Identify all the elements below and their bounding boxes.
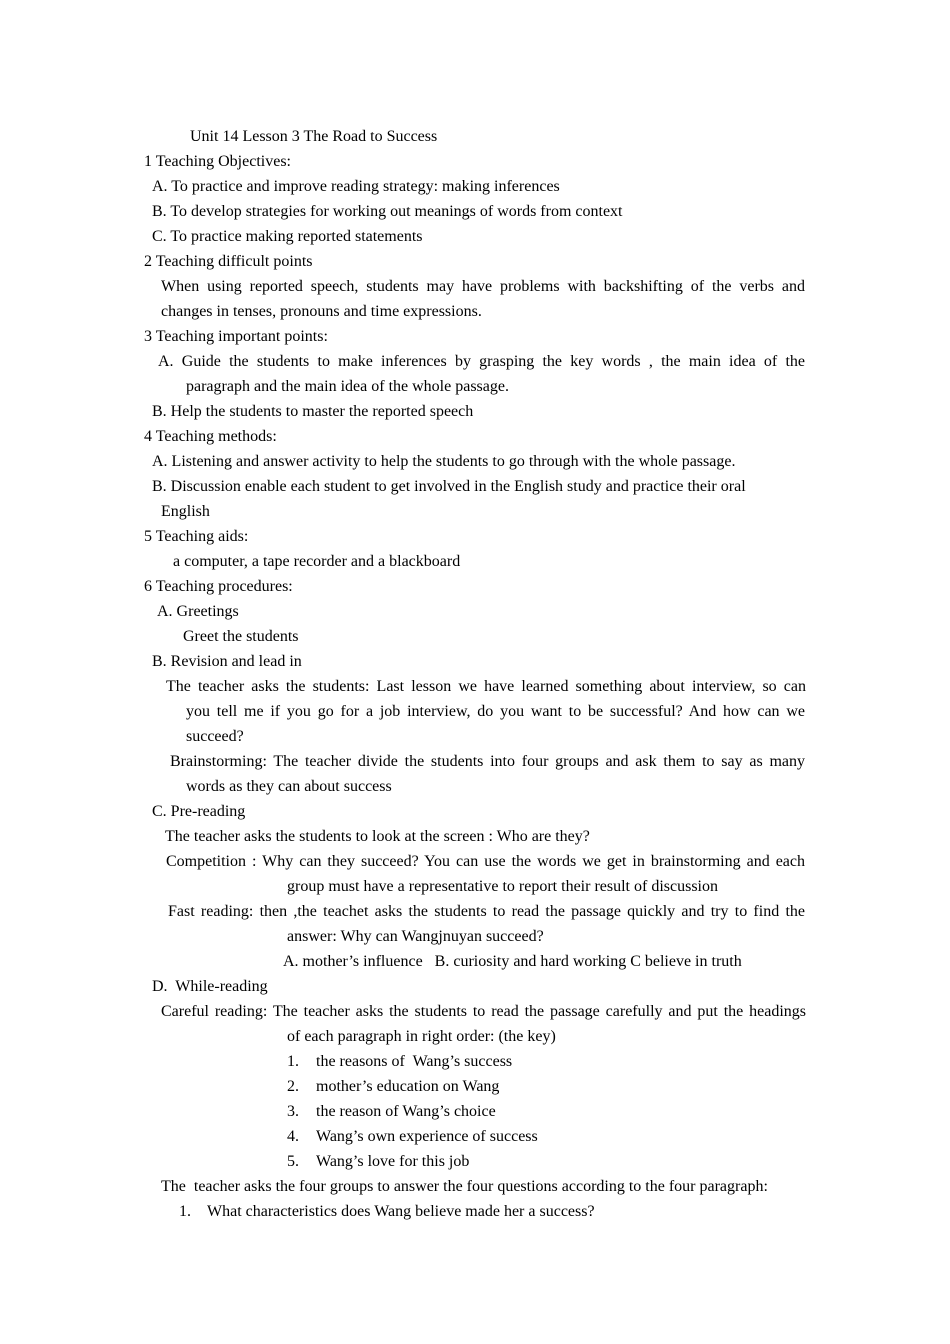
difficult-points-line-2: changes in tenses, pronouns and time expressions.: [161, 303, 482, 320]
fast-reading-line-1: Fast reading: then ,the teachet asks the students to read the passage quickly and try to find the: [168, 903, 805, 920]
teaching-aids-text: a computer, a tape recorder and a blackboard: [173, 553, 461, 570]
procedure-d-heading: D. While-reading: [152, 978, 268, 995]
section-heading-procedures: 6 Teaching procedures:: [144, 578, 293, 595]
procedure-b-text-line-3: succeed?: [186, 728, 244, 745]
list-item-number: 2.: [287, 1078, 299, 1095]
list-item-text: mother’s education on Wang: [316, 1078, 500, 1095]
list-item-text: the reasons of Wang’s success: [316, 1053, 513, 1070]
question-number: 1.: [179, 1203, 191, 1220]
careful-reading-line-2: of each paragraph in right order: (the key): [287, 1028, 556, 1045]
question-text: What characteristics does Wang believe made her a success?: [207, 1203, 595, 1220]
fast-reading-options: A. mother’s influence B. curiosity and hard working C believe in truth: [283, 953, 742, 970]
competition-line-2: group must have a representative to report their result of discussion: [287, 878, 718, 895]
procedure-a-text: Greet the students: [183, 628, 299, 645]
list-item: [287, 1149, 950, 1174]
list-item-text: Wang’s love for this job: [316, 1153, 470, 1170]
objective-b: B. To develop strategies for working out meanings of words from context: [152, 203, 623, 220]
question-item: [179, 1199, 950, 1224]
document-title: Unit 14 Lesson 3 The Road to Success: [190, 128, 438, 145]
method-b-line-2: English: [161, 503, 210, 520]
pre-reading-text: The teacher asks the students to look at the screen : Who are they?: [165, 828, 590, 845]
important-point-a-line-2: paragraph and the main idea of the whole passage.: [186, 378, 509, 395]
section-heading-aids: 5 Teaching aids:: [144, 528, 249, 545]
method-a: A. Listening and answer activity to help the students to go through with the whole passage.: [152, 453, 736, 470]
list-item-number: 1.: [287, 1053, 299, 1070]
section-heading-objectives: 1 Teaching Objectives:: [144, 153, 291, 170]
important-point-b: B. Help the students to master the reported speech: [152, 403, 474, 420]
procedure-b-heading: B. Revision and lead in: [152, 653, 302, 670]
careful-reading-line-1: Careful reading: The teacher asks the students to read the passage carefully and put the headings: [161, 1003, 806, 1020]
list-item: [287, 1099, 950, 1124]
important-point-a-line-1: A. Guide the students to make inferences by grasping the key words , the main idea of the: [158, 353, 805, 370]
list-item-number: 3.: [287, 1103, 299, 1120]
objective-a: A. To practice and improve reading strategy: making inferences: [152, 178, 560, 195]
group-questions-intro: The teacher asks the four groups to answer the four questions according to the four paragraph:: [161, 1178, 768, 1195]
list-item-number: 4.: [287, 1128, 299, 1145]
list-item-text: the reason of Wang’s choice: [316, 1103, 496, 1120]
list-item-number: 5.: [287, 1153, 299, 1170]
list-item-text: Wang’s own experience of success: [316, 1128, 538, 1145]
section-heading-methods: 4 Teaching methods:: [144, 428, 277, 445]
objective-c: C. To practice making reported statements: [152, 228, 423, 245]
procedure-b-text-line-1: The teacher asks the students: Last lesson we have learned something about interview, so can: [166, 678, 806, 695]
difficult-points-line-1: When using reported speech, students may have problems with backshifting of the verbs and: [161, 278, 805, 295]
brainstorming-line-2: words as they can about success: [186, 778, 392, 795]
brainstorming-line-1: Brainstorming: The teacher divide the students into four groups and ask them to say as many: [170, 753, 805, 770]
procedure-b-text-line-2: you tell me if you go for a job interview, do you want to be successful? And how can we: [186, 703, 805, 720]
list-item: [287, 1124, 950, 1149]
competition-line-1: Competition : Why can they succeed? You can use the words we get in brainstorming and each: [166, 853, 805, 870]
fast-reading-line-2: answer: Why can Wangjnuyan succeed?: [287, 928, 544, 945]
section-heading-important-points: 3 Teaching important points:: [144, 328, 328, 345]
method-b-line-1: B. Discussion enable each student to get involved in the English study and practice their oral: [152, 478, 746, 495]
procedure-a-heading: A. Greetings: [157, 603, 239, 620]
section-heading-difficult-points: 2 Teaching difficult points: [144, 253, 313, 270]
list-item: [287, 1049, 950, 1074]
procedure-c-heading: C. Pre-reading: [152, 803, 246, 820]
list-item: [287, 1074, 950, 1099]
